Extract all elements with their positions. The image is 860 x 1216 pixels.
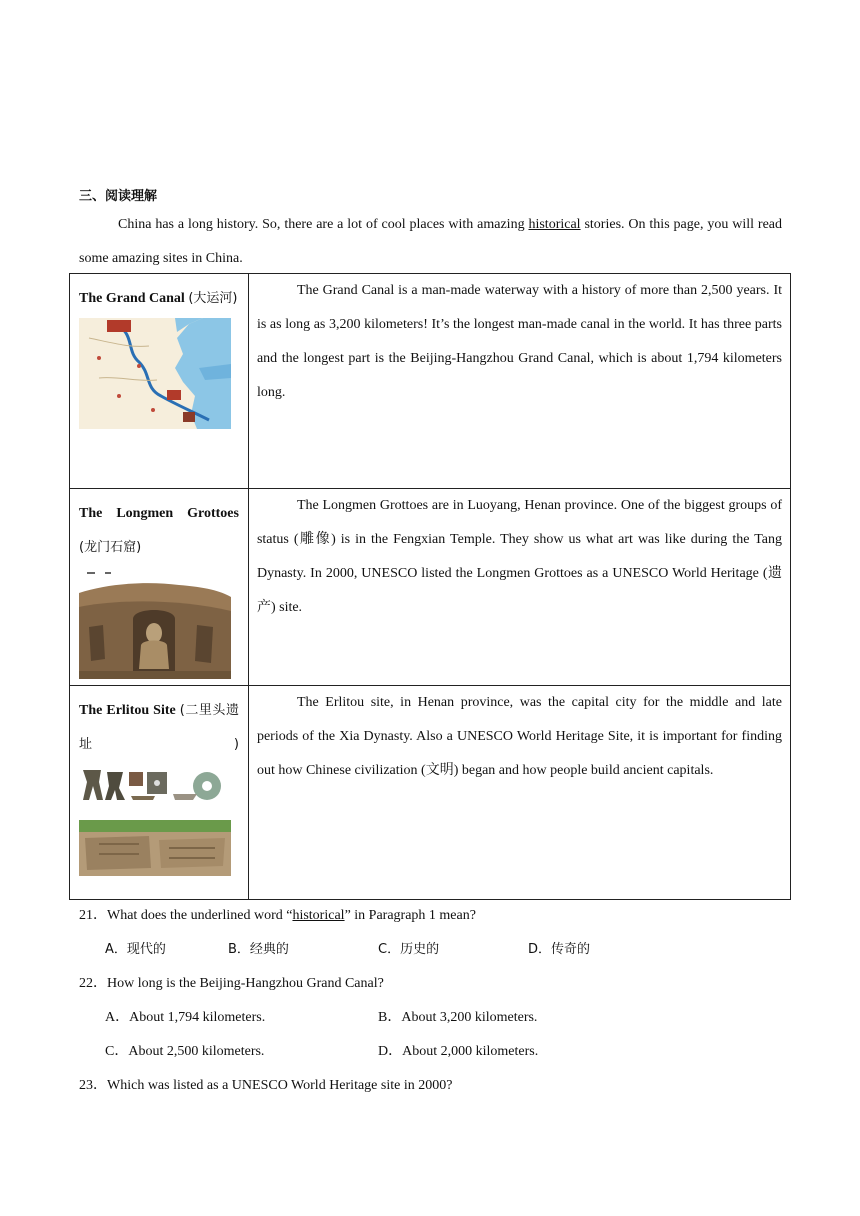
question-number: 21． xyxy=(79,908,107,923)
site-name-cn: (大运河) xyxy=(188,291,238,306)
site-name-en: The Longmen Grottoes xyxy=(79,506,239,521)
question-number: 23． xyxy=(79,1078,107,1093)
site-name-en: The Grand Canal xyxy=(79,291,185,306)
canal-map-icon xyxy=(79,318,231,429)
site-description: The Longmen Grottoes are in Luoyang, Henan province. One of the biggest groups of status (雕像) is in the Fengxian Temple. They show us what art was like during the Tang Dynasty. In 2000, UNESCO listed the Longmen Grottoes as a UNESCO World Heritage (遗产) site. xyxy=(256,498,782,615)
site-description: The Erlitou site, in Henan province, was the capital city for the middle and late periods of the Xia Dynasty. Also a UNESCO World Heritage Site, it is important for finding out how Chinese civilization (文明) began and how people build ancient capitals. xyxy=(256,695,782,778)
option-c[interactable]: C．About 2,500 kilometers. xyxy=(105,1044,265,1059)
question-23 xyxy=(79,1074,452,1094)
question-21 xyxy=(79,904,476,924)
table-row xyxy=(70,686,791,900)
option-c[interactable]: C．历史的 xyxy=(378,942,440,957)
question-22 xyxy=(79,972,384,992)
question-text-before: What does the underlined word “ xyxy=(107,908,293,923)
site-name-cn: (龙门石窟) xyxy=(79,540,142,555)
underlined-word: historical xyxy=(528,217,581,232)
grotto-photo-icon xyxy=(79,567,231,679)
site-name-cell xyxy=(70,489,249,686)
intro-paragraph xyxy=(79,208,782,276)
site-name-en: The Erlitou Site xyxy=(79,703,176,718)
option-a[interactable]: A．About 1,794 kilometers. xyxy=(105,1010,266,1025)
site-description: The Grand Canal is a man-made waterway with a history of more than 2,500 years. It is as long as 3,200 kilometers! It’s the longest man-made canal in the world. It has three parts and the longest part is the Beijing-Hangzhou Grand Canal, which is about 1,794 kilometers long. xyxy=(256,283,782,400)
option-b[interactable]: B．About 3,200 kilometers. xyxy=(378,1010,538,1025)
question-number: 22． xyxy=(79,976,107,991)
site-name-cell xyxy=(70,274,249,489)
option-d[interactable]: D．About 2,000 kilometers. xyxy=(378,1044,539,1059)
site-name-cell xyxy=(70,686,249,900)
site-name xyxy=(70,274,248,316)
intro-text-before: China has a long history. So, there are a lot of cool places with amazing xyxy=(118,217,529,232)
site-name xyxy=(70,686,248,762)
question-text: How long is the Beijing-Hangzhou Grand Canal? xyxy=(107,976,384,991)
table-row xyxy=(70,274,791,489)
site-description-cell xyxy=(248,686,790,900)
question-text: Which was listed as a UNESCO World Heritage site in 2000? xyxy=(107,1078,453,1093)
intro-text-after: stories. On this page, you will read some amazing sites in China. xyxy=(79,217,783,266)
option-b[interactable]: B．经典的 xyxy=(228,942,289,957)
site-description-cell xyxy=(248,274,790,489)
site-name xyxy=(70,489,248,565)
sites-table xyxy=(69,273,791,900)
section-title: 三、阅读理解 xyxy=(79,189,158,204)
question-underlined-word: historical xyxy=(292,908,345,923)
site-description-cell xyxy=(248,489,790,686)
relics-and-excavation-photo-icon xyxy=(79,764,231,876)
table-row xyxy=(70,489,791,686)
question-text-after: ” in Paragraph 1 mean? xyxy=(344,908,476,923)
option-d[interactable]: D．传奇的 xyxy=(528,942,591,957)
site-name-cn: (二里头遗址) xyxy=(79,703,239,752)
option-a[interactable]: A．现代的 xyxy=(105,942,166,957)
